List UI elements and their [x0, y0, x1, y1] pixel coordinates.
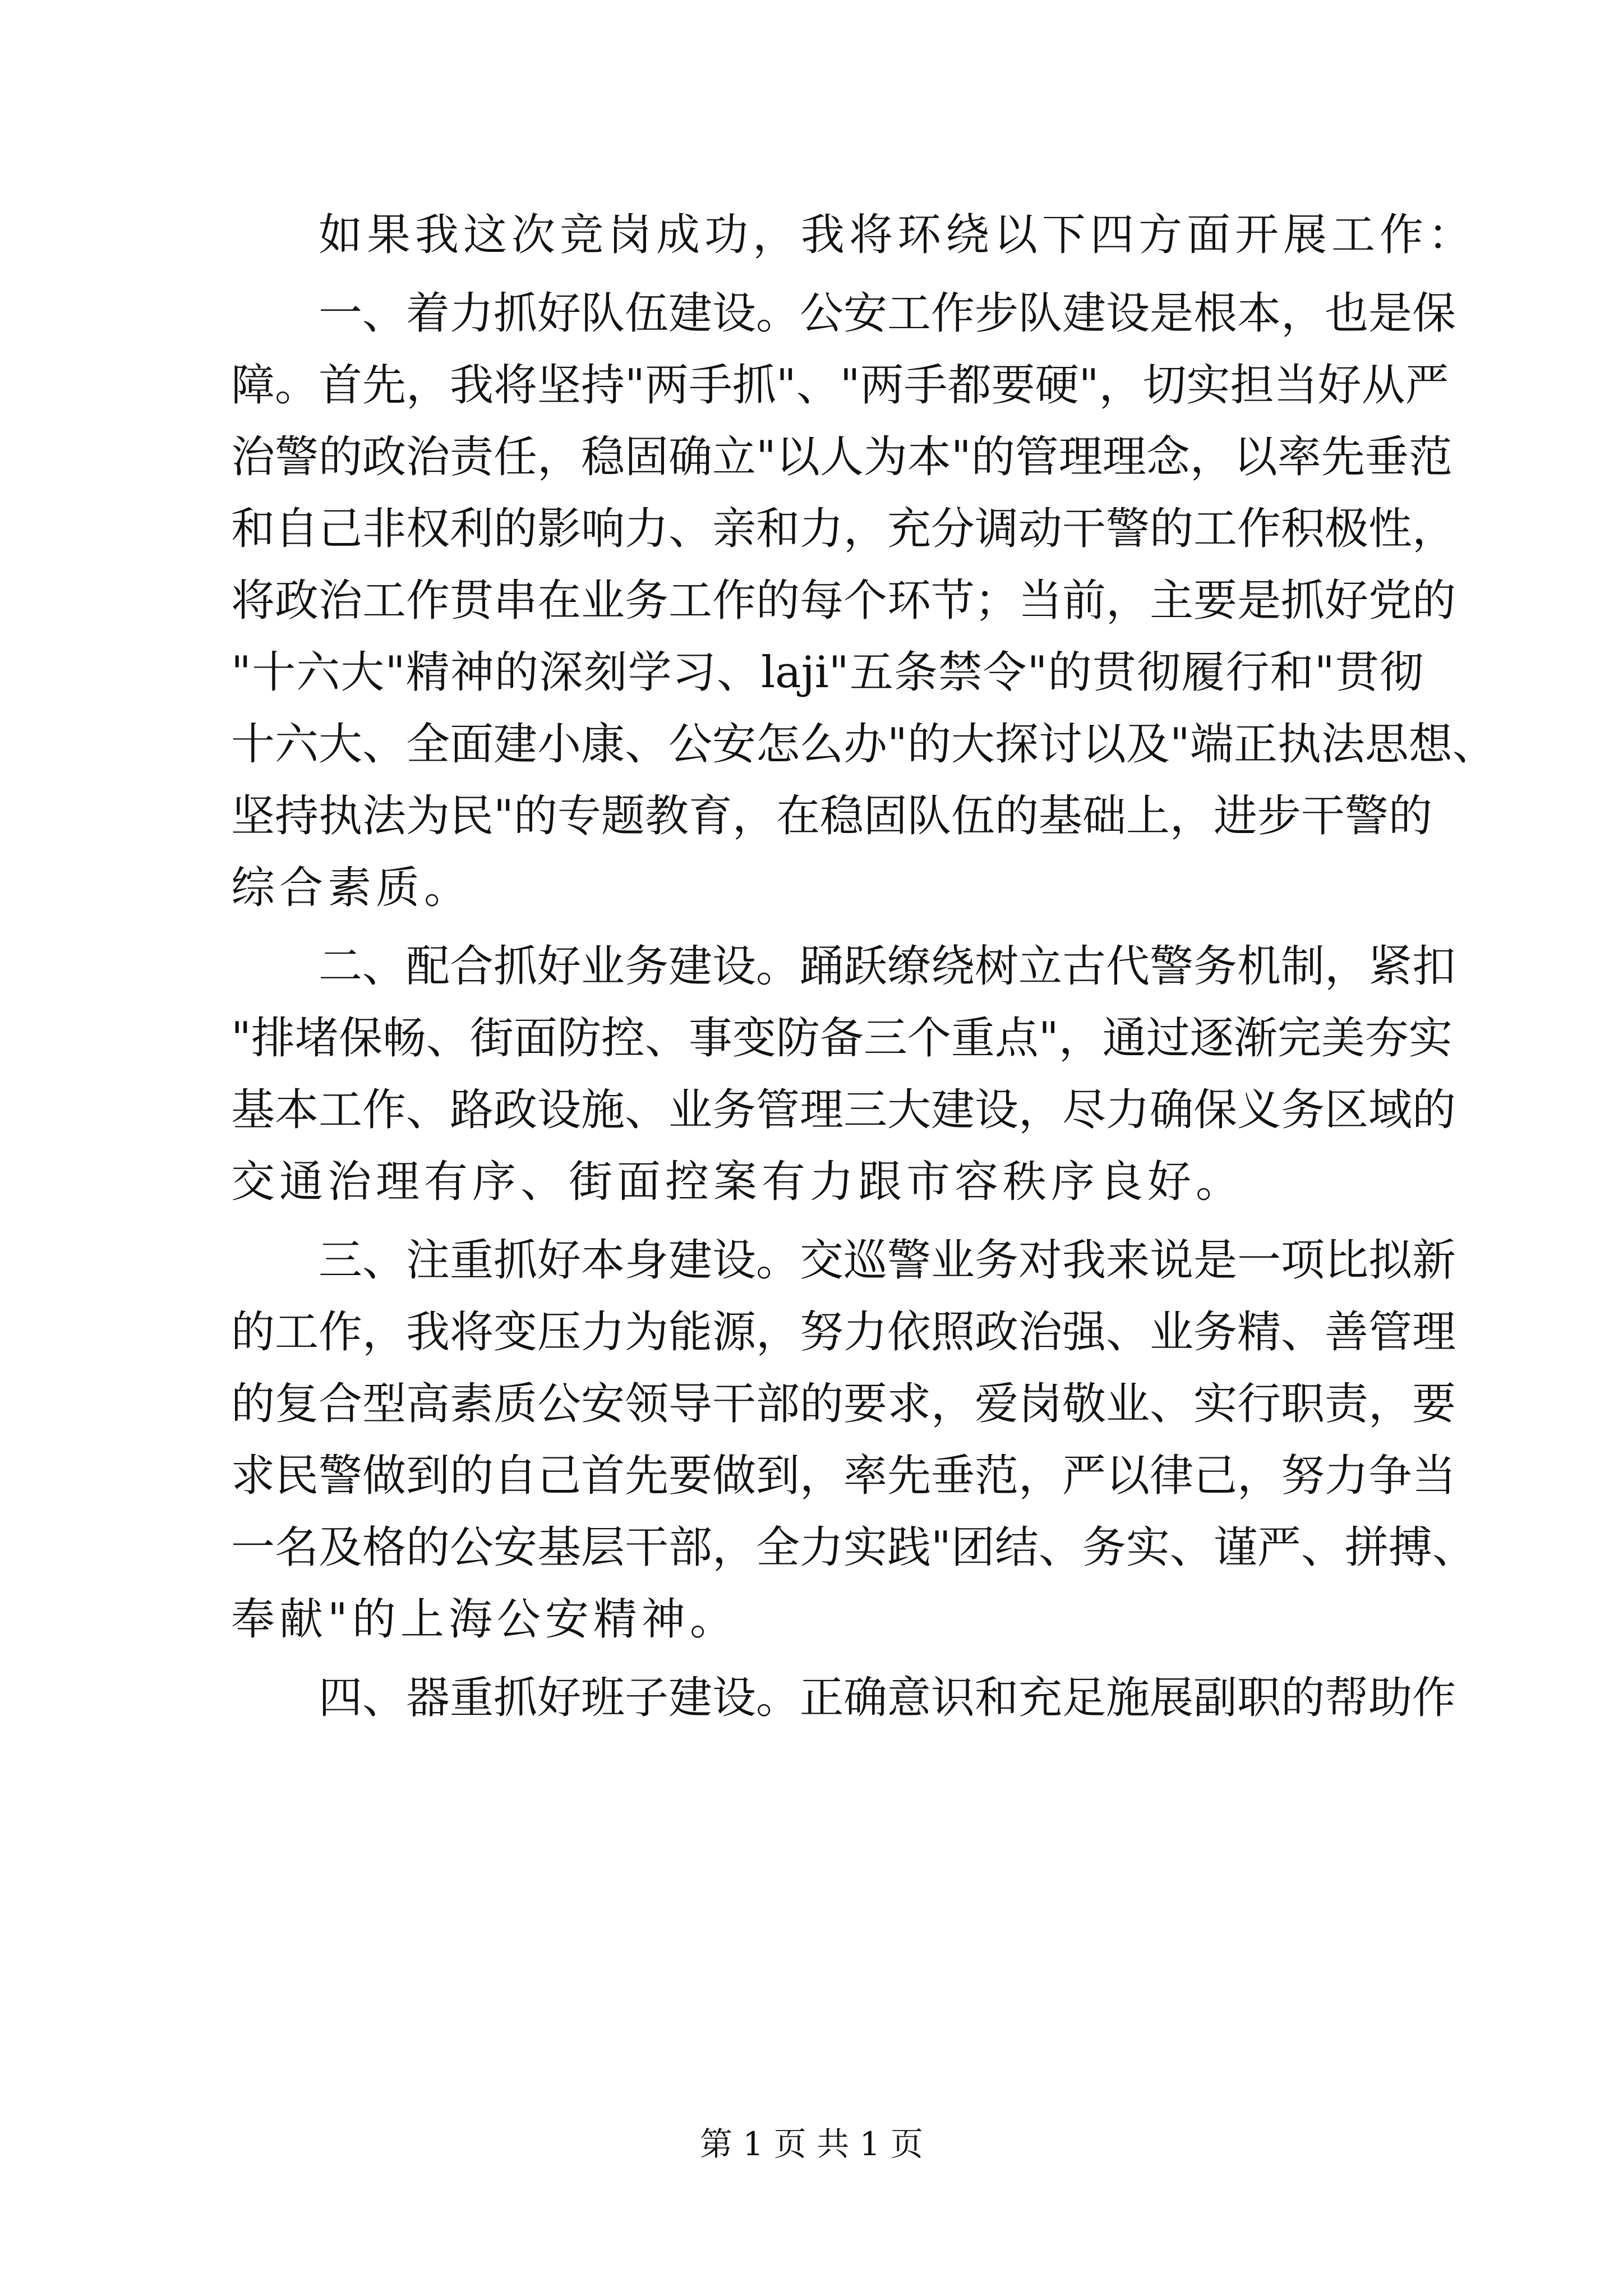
paragraph-2-line-1: 二、配合抓好业务建设。踊跃缭绕树立古代警务机制，紧扣: [319, 941, 1456, 992]
paragraph-2-line-4: 交通治理有序、街面控案有力跟市容秩序良好。: [231, 1157, 1244, 1207]
page-number-footer: 第 1 页 共 1 页: [700, 2125, 923, 2163]
paragraph-1-line-7: 十六大、全面建小康、公安怎么办"的大探讨以及"端正执法思想、: [231, 719, 1496, 770]
paragraph-1-line-8: 坚持执法为民"的专题教育，在稳固队伍的基础上，进步干警的: [231, 791, 1432, 841]
paragraph-1-line-3: 治警的政治责任，稳固确立"以人为本"的管理理念，以率先垂范: [231, 432, 1453, 482]
paragraph-1-line-1: 一、着力抓好队伍建设。公安工作步队建设是根本，也是保: [319, 288, 1456, 339]
document-body: [231, 199, 1496, 1734]
paragraph-2-line-2: "排堵保畅、街面防控、事变防备三个重点"，通过逐渐完美夯实: [231, 1013, 1453, 1064]
paragraph-4-line-1: 四、器重抓好班子建设。正确意识和充足施展副职的帮助作: [319, 1673, 1456, 1723]
paragraph-3-line-6: 奉献"的上海公安精神。: [231, 1594, 738, 1645]
paragraph-1-line-2: 障。首先，我将坚持"两手抓"、"两手都要硬"，切实担当好从严: [231, 360, 1449, 411]
paragraph-1-line-6: "十六大"精神的深刻学习、laji"五条禁令"的贯彻履行和"贯彻: [231, 647, 1423, 698]
paragraph-1-line-5: 将政治工作贯串在业务工作的每个环节；当前，主要是抓好党的: [231, 576, 1456, 626]
paragraph-3-line-1: 三、注重抓好本身建设。交巡警业务对我来说是一项比拟新: [319, 1235, 1456, 1286]
paragraph-1-line-4: 和自己非权利的影响力、亲和力，充分调动干警的工作积极性，: [231, 504, 1456, 554]
paragraph-intro-line-1: 如果我这次竞岗成功，我将环绕以下四方面开展工作：: [319, 210, 1477, 260]
paragraph-3-line-3: 的复合型高素质公安领导干部的要求，爱岗敬业、实行职责，要: [231, 1379, 1456, 1429]
paragraph-2-line-3: 基本工作、路政设施、业务管理三大建设，尽力确保义务区域的: [231, 1085, 1456, 1135]
paragraph-3-line-4: 求民警做到的自己首先要做到，率先垂范，严以律己，努力争当: [231, 1451, 1456, 1501]
paragraph-3-line-2: 的工作，我将变压力为能源，努力依照政治强、业务精、善管理: [231, 1307, 1456, 1358]
paragraph-1-line-9: 综合素质。: [231, 863, 473, 913]
paragraph-3-line-5: 一名及格的公安基层干部，全力实践"团结、务实、谨严、拼搏、: [231, 1522, 1476, 1573]
